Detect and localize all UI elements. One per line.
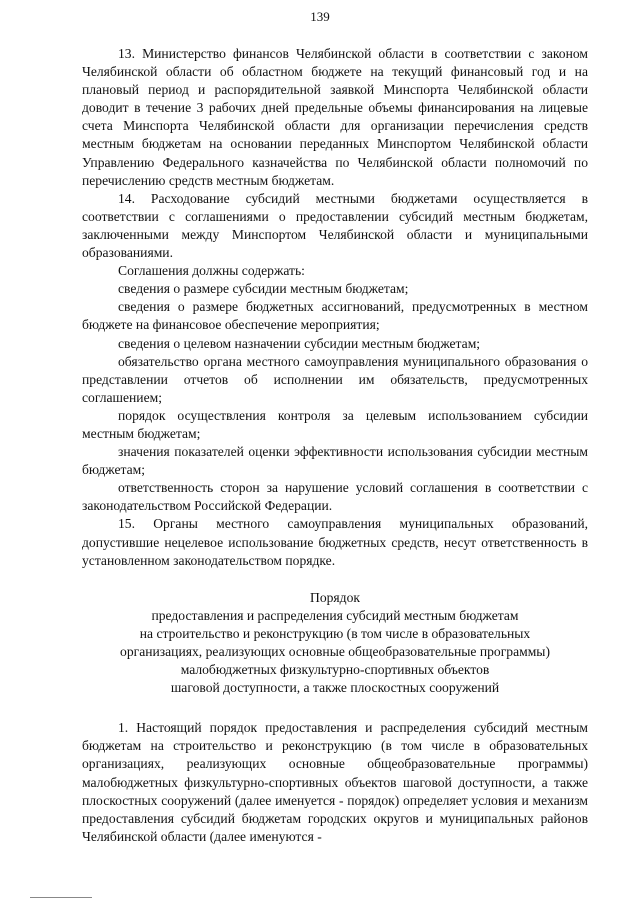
page-number: 139 bbox=[310, 9, 330, 24]
heading-line: шаговой доступности, а также плоскостных сооружений bbox=[170, 680, 500, 696]
paragraph-14: 14. Расходование субсидий местными бюджетами осуществляется в соответствии с соглашениями о предоставлении субсидий местным бюджетам, заключенными между Минспортом Челябинской области и муниципальными образованиями. bbox=[82, 190, 588, 261]
list-item: ответственность сторон за нарушение условий соглашения в соответствии с законодательством Российской Федерации. bbox=[82, 480, 588, 514]
footer-divider bbox=[30, 897, 92, 898]
heading-line: предоставления и распределения субсидий местным бюджетам bbox=[151, 607, 519, 623]
paragraph-13: 13. Министерство финансов Челябинской области в соответствии с законом Челябинской области об областном бюджете на текущий финансовый год и на плановый период и распорядительной заявкой Минспорта Челябинской области доводит в течение 3 рабочих дней предельные объемы финансирования на лицевые счета Минспорта Челябинской области для организации перечисления средств местным бюджетам на основании переданных Минспортом Челябинской области Управлению Федерального казначейства по Челябинской области полномочий по перечислению средств местным бюджетам. bbox=[82, 46, 588, 188]
heading-title: Порядок bbox=[310, 589, 360, 605]
list-item: значения показателей оценки эффективности использования субсидии местным бюджетам; bbox=[82, 444, 588, 478]
document-body bbox=[82, 45, 588, 846]
section-heading bbox=[82, 589, 588, 698]
list-item: сведения о размере субсидии местным бюджетам; bbox=[118, 281, 409, 297]
heading-line: организациях, реализующих основные общеобразовательные программы) bbox=[120, 644, 550, 659]
list-item: обязательство органа местного самоуправления муниципального образования о представлении отчетов об исполнении им обязательств, предусмотренных соглашением; bbox=[82, 353, 588, 405]
list-item: сведения о размере бюджетных ассигнований, предусмотренных в местном бюджете на финансовое обеспечение мероприятия; bbox=[82, 299, 588, 333]
list-item: порядок осуществления контроля за целевым использованием субсидии местным бюджетам; bbox=[82, 407, 588, 441]
heading-line: на строительство и реконструкцию (в том числе в образовательных bbox=[139, 625, 531, 641]
list-item: сведения о целевом назначении субсидии местным бюджетам; bbox=[118, 335, 481, 351]
agreements-intro: Соглашения должны содержать: bbox=[118, 263, 305, 279]
paragraph-15: 15. Органы местного самоуправления муниципальных образований, допустившие нецелевое использование бюджетных средств, несут ответственность в установленном законодательством порядке. bbox=[82, 516, 588, 568]
heading-line: малобюджетных физкультурно-спортивных объектов bbox=[180, 662, 490, 678]
paragraph-1: 1. Настоящий порядок предоставления и распределения субсидий местным бюджетам на строительство и реконструкцию (в том числе в образовательных организациях, реализующих основные общеобразовательные программы) малобюджетных физкультурно-спортивных объектов шаговой доступности, а также плоскостных сооружений (далее именуется - порядок) определяет условия и механизм предоставления субсидий бюджетам городских округов и муниципальных районов Челябинской области (далее именуются - bbox=[82, 720, 588, 844]
